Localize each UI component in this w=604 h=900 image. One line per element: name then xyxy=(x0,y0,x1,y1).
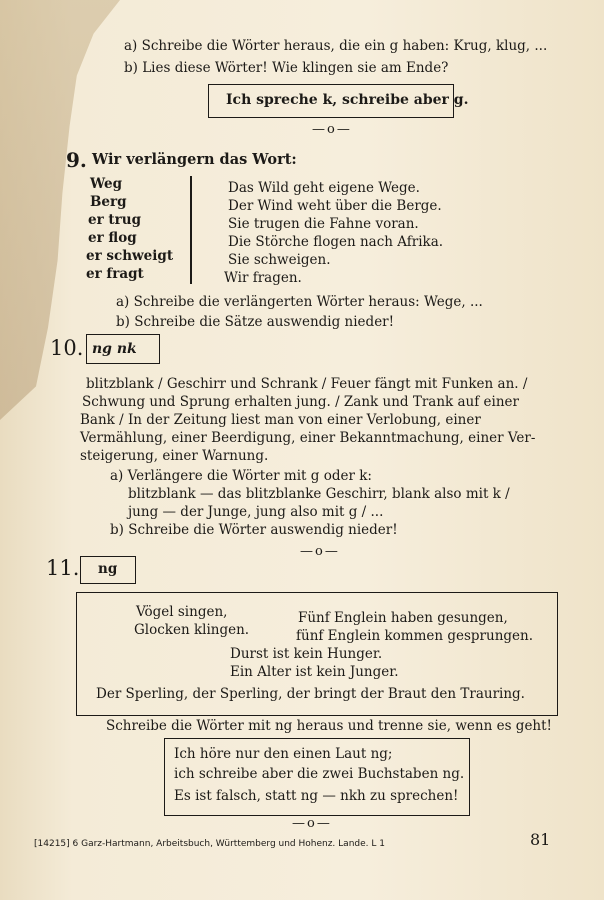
rule-line: ich schreibe aber die zwei Buchstaben ng. xyxy=(174,766,465,782)
word: Weg xyxy=(90,176,123,192)
exercise-number: 10. xyxy=(50,336,84,360)
imprint: [14215] 6 Garz-Hartmann, Arbeitsbuch, Württemberg und Hohenz. Lande. L 1 xyxy=(34,839,385,849)
letter-box-text: ng nk xyxy=(92,341,137,357)
poem-line: Durst ist kein Hunger. xyxy=(230,646,383,662)
exercise-number: 11. xyxy=(46,556,80,580)
poem-line: fünf Englein kommen gesprungen. xyxy=(296,628,534,644)
instruction: Schreibe die Wörter mit ng heraus und trenne sie, wenn es geht! xyxy=(106,718,552,734)
sentence: Sie trugen die Fahne voran. xyxy=(228,216,419,232)
task-a-line: jung — der Junge, jung also mit g / ... xyxy=(128,504,384,520)
sentence: Die Störche flogen nach Afrika. xyxy=(228,234,444,250)
task-b: b) Schreibe die Wörter auswendig nieder! xyxy=(110,522,398,538)
task-a-line: blitzblank — das blitzblanke Geschirr, blank also mit k / xyxy=(128,486,510,502)
task-b: b) Schreibe die Sätze auswendig nieder! xyxy=(116,314,395,330)
separator: —o— xyxy=(312,122,352,137)
exercise-title: Wir verlängern das Wort: xyxy=(92,151,297,168)
task-a: a) Schreibe die verlängerten Wörter heraus: Wege, ... xyxy=(116,294,483,310)
sentence: Der Wind weht über die Berge. xyxy=(228,198,442,214)
word: er fragt xyxy=(86,266,144,282)
word: Berg xyxy=(90,194,127,210)
paragraph-line: steigerung, einer Warnung. xyxy=(80,448,269,464)
column-divider xyxy=(190,176,192,284)
rule-line: Es ist falsch, statt ng — nkh zu sprechen! xyxy=(174,788,459,804)
poem-line: Ein Alter ist kein Junger. xyxy=(230,664,399,680)
top-task-a: a) Schreibe die Wörter heraus, die ein g haben: Krug, klug, ... xyxy=(124,38,548,54)
page-number: 81 xyxy=(530,830,551,849)
poem-line: Glocken klingen. xyxy=(134,622,250,638)
letter-box-text: ng xyxy=(98,561,118,577)
word: er trug xyxy=(88,212,142,228)
separator: —o— xyxy=(300,544,340,559)
paragraph-line: Vermählung, einer Beerdigung, einer Bekanntmachung, einer Ver- xyxy=(80,430,536,446)
sentence: Sie schweigen. xyxy=(228,252,331,268)
word: er flog xyxy=(88,230,137,246)
paragraph-line: Schwung und Sprung erhalten jung. / Zank und Trank auf einer xyxy=(82,394,519,410)
task-a: a) Verlängere die Wörter mit g oder k: xyxy=(110,468,372,484)
poem-line: Fünf Englein haben gesungen, xyxy=(298,610,508,626)
poem-line: Der Sperling, der Sperling, der bringt der Braut den Trauring. xyxy=(96,686,525,702)
separator: —o— xyxy=(292,816,332,831)
paragraph-line: Bank / In der Zeitung liest man von einer Verlobung, einer xyxy=(80,412,481,428)
poem-line: Vögel singen, xyxy=(136,604,228,620)
paragraph-line: blitzblank / Geschirr und Schrank / Feuer fängt mit Funken an. / xyxy=(86,376,528,392)
sentence: Wir fragen. xyxy=(224,270,302,286)
top-task-b: b) Lies diese Wörter! Wie klingen sie am Ende? xyxy=(124,60,449,76)
sentence: Das Wild geht eigene Wege. xyxy=(228,180,420,196)
rule-box-text: Ich spreche k, schreibe aber g. xyxy=(226,92,469,108)
exercise-number: 9. xyxy=(66,148,87,172)
word: er schweigt xyxy=(86,248,174,264)
rule-line: Ich höre nur den einen Laut ng; xyxy=(174,746,393,762)
